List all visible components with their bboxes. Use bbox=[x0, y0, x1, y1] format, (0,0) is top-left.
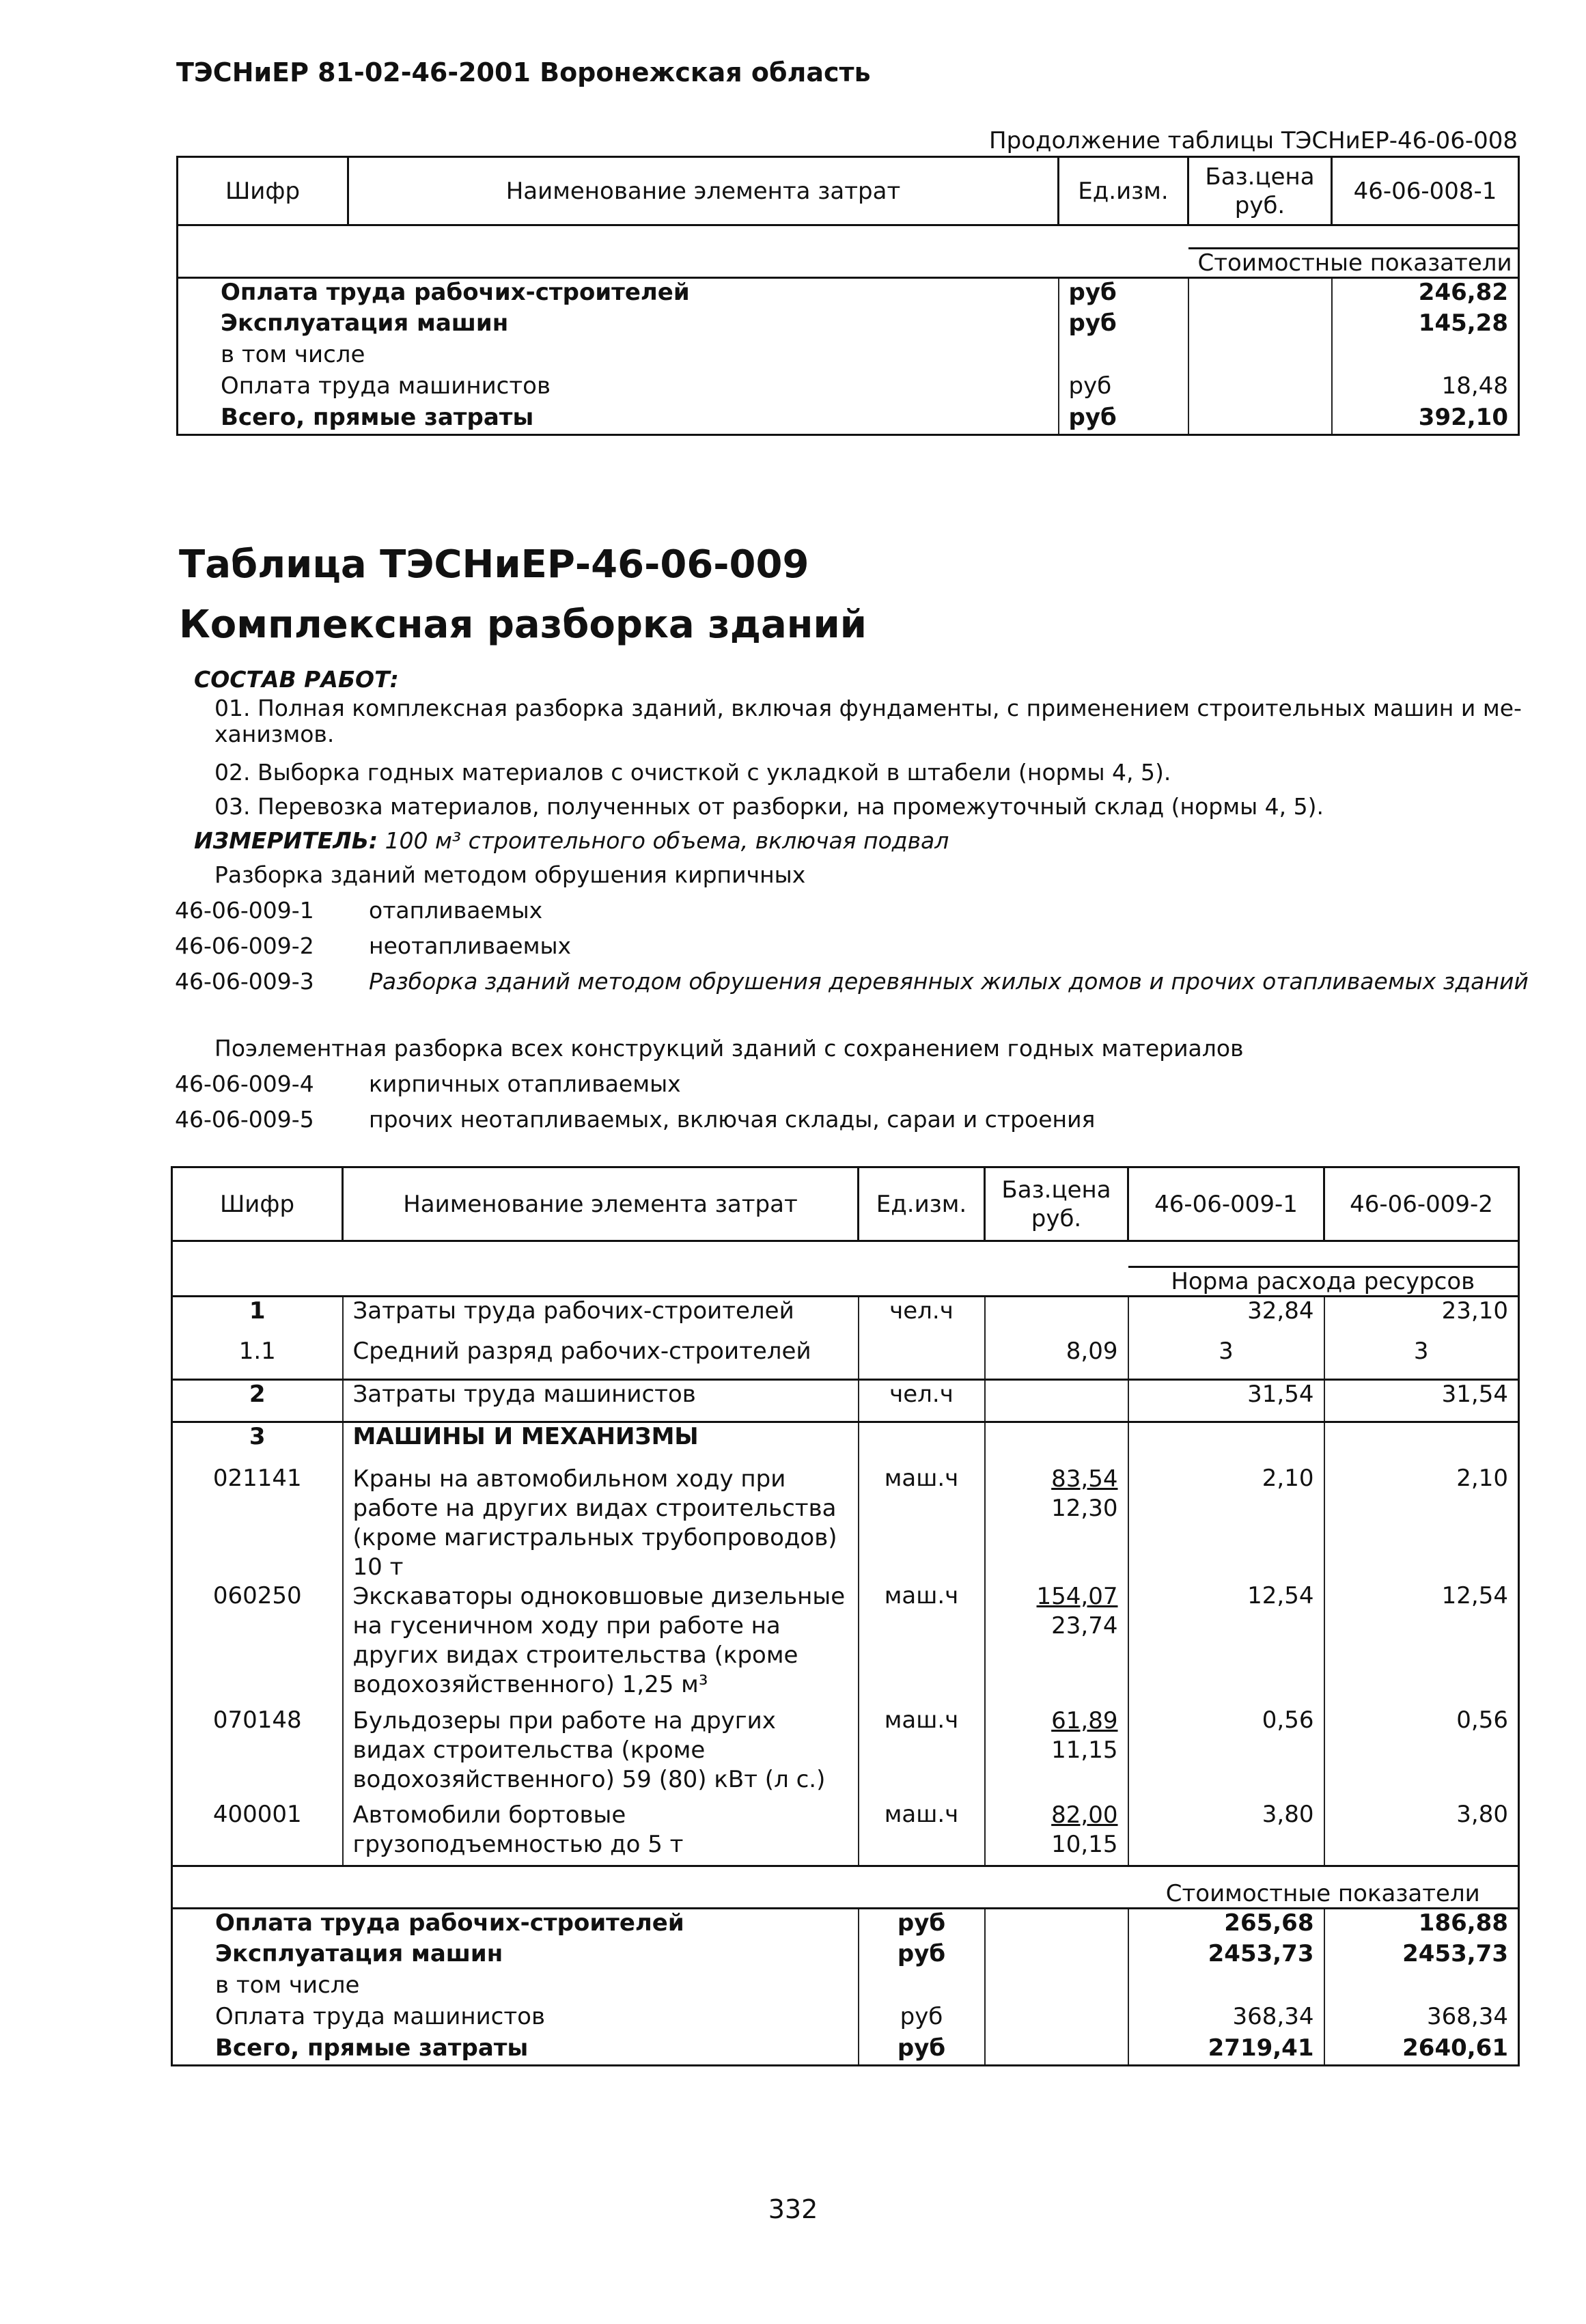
table-46-06-008 bbox=[176, 156, 1520, 436]
table-title: Таблица ТЭСНиЕР-46-06-009 bbox=[179, 542, 809, 587]
header-col-46-06-009-1: 46-06-009-1 bbox=[1128, 1167, 1324, 1241]
table-row: Оплата труда машинистов руб 368,34 368,34 bbox=[172, 2003, 1519, 2034]
section-norms: Норма расхода ресурсов bbox=[1128, 1267, 1519, 1297]
header-name: Наименование элемента затрат bbox=[348, 157, 1059, 225]
meter-label: ИЗМЕРИТЕЛЬ: bbox=[194, 827, 378, 854]
meter-text: 100 м³ строительного объема, включая подвал bbox=[385, 827, 949, 854]
works-item-1: 01. Полная комплексная разборка зданий, включая фундаменты, с применением строительных машин и ме- bbox=[214, 695, 1522, 721]
header-unit: Ед.изм. bbox=[859, 1167, 985, 1241]
table-row: 2 Затраты труда машинистов чел.ч 31,54 31,54 bbox=[172, 1380, 1519, 1422]
table-row: 1.1 Средний разряд рабочих-строителей 8,09 3 3 bbox=[172, 1338, 1519, 1380]
table-row: в том числе bbox=[172, 1972, 1519, 2003]
group1-title: Разборка зданий методом обрушения кирпичных bbox=[214, 861, 806, 888]
table-row: 3 МАШИНЫ И МЕХАНИЗМЫ bbox=[172, 1422, 1519, 1465]
table-row: 070148 Бульдозеры при работе на других видах строительства (кроме водохозяйственного) 59 (80) кВт (л с.) маш.ч 61,89 11,15 0,56 0,56 bbox=[172, 1706, 1519, 1801]
code-46-06-009-5-text: прочих неотапливаемых, включая склады, сараи и строения bbox=[369, 1106, 1096, 1133]
works-item-3: 03. Перевозка материалов, полученных от разборки, на промежуточный склад (нормы 4, 5). bbox=[214, 793, 1324, 820]
table-continuation-label: Продолжение таблицы ТЭСНиЕР-46-06-008 bbox=[989, 127, 1518, 154]
table-row: в том числе bbox=[178, 341, 1519, 372]
works-item-1-cont: ханизмов. bbox=[214, 721, 335, 747]
code-46-06-009-1-text: отапливаемых bbox=[369, 897, 543, 924]
table-row: Всего, прямые затраты руб 392,10 bbox=[178, 404, 1519, 435]
page-number: 332 bbox=[768, 2194, 818, 2224]
code-46-06-009-5: 46-06-009-5 bbox=[175, 1106, 314, 1133]
header-code: Шифр bbox=[172, 1167, 343, 1241]
table-46-06-009 bbox=[171, 1166, 1520, 2066]
header-name: Наименование элемента затрат bbox=[343, 1167, 859, 1241]
header-col-46-06-008-1: 46-06-008-1 bbox=[1332, 157, 1519, 225]
code-46-06-009-2-text: неотапливаемых bbox=[369, 932, 572, 959]
header-code: Шифр bbox=[178, 157, 348, 225]
table-row: 1 Затраты труда рабочих-строителей чел.ч 32,84 23,10 bbox=[172, 1297, 1519, 1338]
code-46-06-009-4-text: кирпичных отапливаемых bbox=[369, 1070, 681, 1097]
section-cost-indicators: Стоимостные показатели bbox=[1188, 249, 1519, 278]
document-header: ТЭСНиЕР 81-02-46-2001 Воронежская область bbox=[176, 57, 871, 87]
header-unit: Ед.изм. bbox=[1059, 157, 1188, 225]
section-cost-indicators-2: Стоимостные показатели bbox=[1165, 1879, 1480, 1907]
meter-line bbox=[194, 827, 949, 855]
table-row: Оплата труда рабочих-строителей руб 246,82 bbox=[178, 278, 1519, 309]
code-46-06-009-2: 46-06-009-2 bbox=[175, 932, 314, 959]
table-row: 060250 Экскаваторы одноковшовые дизельные на гусеничном ходу при работе на других видах строительства (кроме водохозяйственного) 1,25 м³ маш.ч 154,07 23,74 12,54 12,54 bbox=[172, 1582, 1519, 1706]
group2-title: Поэлементная разборка всех конструкций зданий с сохранением годных материалов bbox=[214, 1035, 1244, 1062]
code-46-06-009-3-text: Разборка зданий методом обрушения деревянных жилых домов и прочих отапливаемых зданий bbox=[369, 968, 1529, 995]
table-row: 021141 Краны на автомобильном ходу при работе на других видах строительства (кроме магистральных трубопроводов) 10 т маш.ч 83,54 12,30 2,10 2,10 bbox=[172, 1465, 1519, 1582]
header-col-46-06-009-2: 46-06-009-2 bbox=[1324, 1167, 1519, 1241]
header-price: Баз.цена руб. bbox=[1188, 157, 1332, 225]
table-subtitle: Комплексная разборка зданий bbox=[179, 603, 867, 647]
works-label: СОСТАВ РАБОТ: bbox=[194, 666, 399, 693]
works-item-2: 02. Выборка годных материалов с очисткой с укладкой в штабели (нормы 4, 5). bbox=[214, 759, 1171, 786]
table-row: Оплата труда рабочих-строителей руб 265,68 186,88 bbox=[172, 1909, 1519, 1940]
table-row: Оплата труда машинистов руб 18,48 bbox=[178, 372, 1519, 404]
table-row: Эксплуатация машин руб 145,28 bbox=[178, 309, 1519, 341]
code-46-06-009-4: 46-06-009-4 bbox=[175, 1070, 314, 1097]
header-price: Баз.цена руб. bbox=[985, 1167, 1128, 1241]
code-46-06-009-3: 46-06-009-3 bbox=[175, 968, 314, 995]
table-row: Всего, прямые затраты руб 2719,41 2640,61 bbox=[172, 2034, 1519, 2066]
code-46-06-009-1: 46-06-009-1 bbox=[175, 897, 314, 924]
table-row: Эксплуатация машин руб 2453,73 2453,73 bbox=[172, 1940, 1519, 1972]
table-row: 400001 Автомобили бортовые грузоподъемностью до 5 т маш.ч 82,00 10,15 3,80 3,80 bbox=[172, 1801, 1519, 1866]
